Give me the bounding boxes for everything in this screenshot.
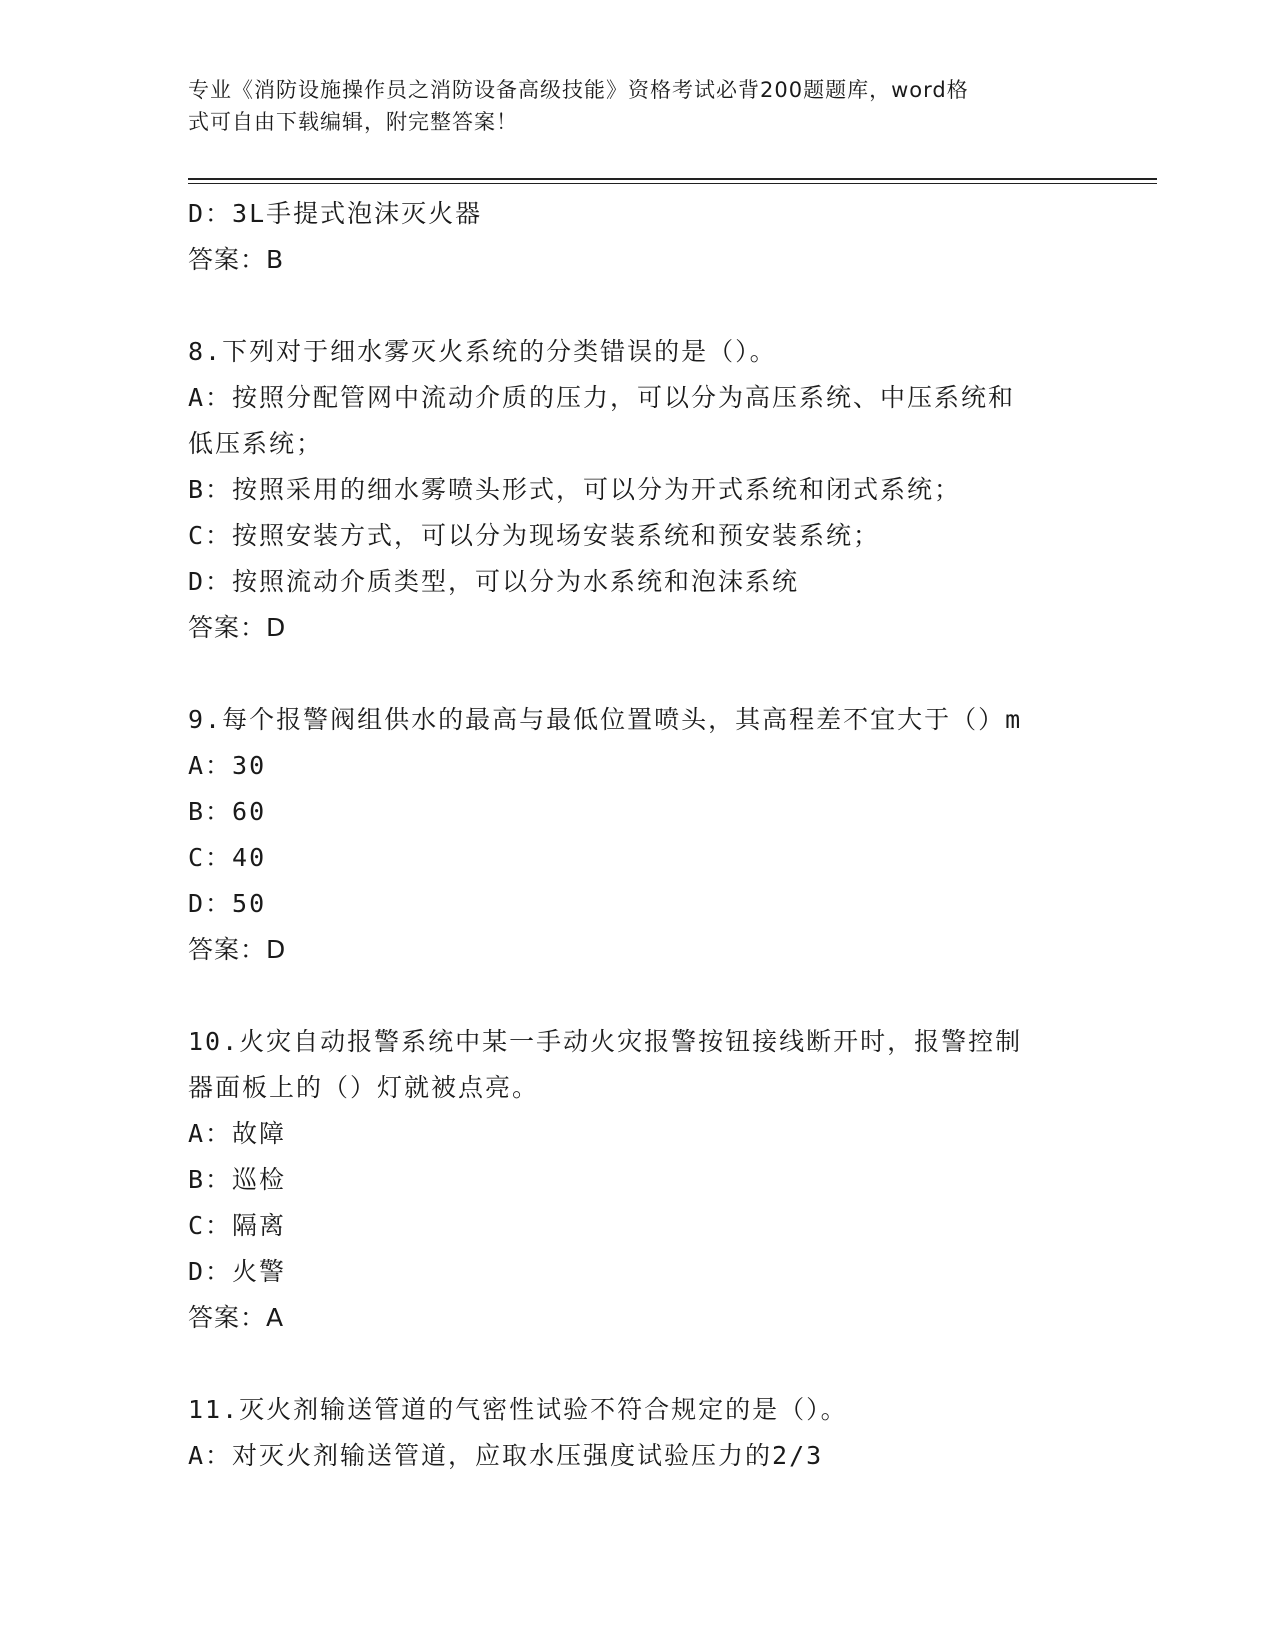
answer: 答案：A: [188, 1303, 285, 1332]
answer: 答案：D: [188, 935, 287, 964]
question-10: [188, 1019, 1088, 1341]
option-a: A：按照分配管网中流动介质的压力，可以分为高压系统、中压系统和: [188, 383, 1016, 412]
question-7-tail: [188, 191, 1088, 283]
spacer: [188, 283, 1088, 329]
header-line-1: 专业《消防设施操作员之消防设备高级技能》资格考试必背200题题库，word格: [188, 78, 969, 102]
question-8: [188, 329, 1088, 651]
option-a: A：对灭火剂输送管道，应取水压强度试验压力的2/3: [188, 1441, 824, 1470]
header-divider-thin: [188, 183, 1157, 184]
answer: 答案：D: [188, 613, 287, 642]
question-9: [188, 697, 1088, 973]
document-header: [188, 74, 1068, 138]
option-d: D：3L手提式泡沫灭火器: [188, 199, 483, 228]
spacer: [188, 973, 1088, 1019]
option-c: C：按照安装方式，可以分为现场安装系统和预安装系统；: [188, 521, 881, 550]
option-a: A：30: [188, 751, 267, 780]
option-a-continued: 低压系统；: [188, 429, 324, 458]
question-stem: 11.灭火剂输送管道的气密性试验不符合规定的是（）。: [188, 1395, 848, 1424]
header-divider-thick: [188, 178, 1157, 180]
question-stem-continued: 器面板上的（）灯就被点亮。: [188, 1073, 540, 1102]
option-a: A：故障: [188, 1119, 287, 1148]
answer: 答案：B: [188, 245, 285, 274]
question-list: [188, 191, 1088, 1479]
option-d: D：50: [188, 889, 267, 918]
option-c: C：隔离: [188, 1211, 287, 1240]
option-d: D：按照流动介质类型，可以分为水系统和泡沫系统: [188, 567, 800, 596]
question-11: [188, 1387, 1088, 1479]
spacer: [188, 1341, 1088, 1387]
option-b: B：按照采用的细水雾喷头形式，可以分为开式系统和闭式系统；: [188, 475, 962, 504]
header-line-2: 式可自由下载编辑，附完整答案！: [188, 110, 518, 134]
option-d: D：火警: [188, 1257, 287, 1286]
question-stem: 10.火灾自动报警系统中某一手动火灾报警按钮接线断开时，报警控制: [188, 1027, 1023, 1056]
question-stem: 8.下列对于细水雾灭火系统的分类错误的是（）。: [188, 337, 777, 366]
spacer: [188, 651, 1088, 697]
question-stem: 9.每个报警阀组供水的最高与最低位置喷头，其高程差不宜大于（）m: [188, 705, 1023, 734]
option-c: C：40: [188, 843, 267, 872]
option-b: B：60: [188, 797, 267, 826]
option-b: B：巡检: [188, 1165, 287, 1194]
